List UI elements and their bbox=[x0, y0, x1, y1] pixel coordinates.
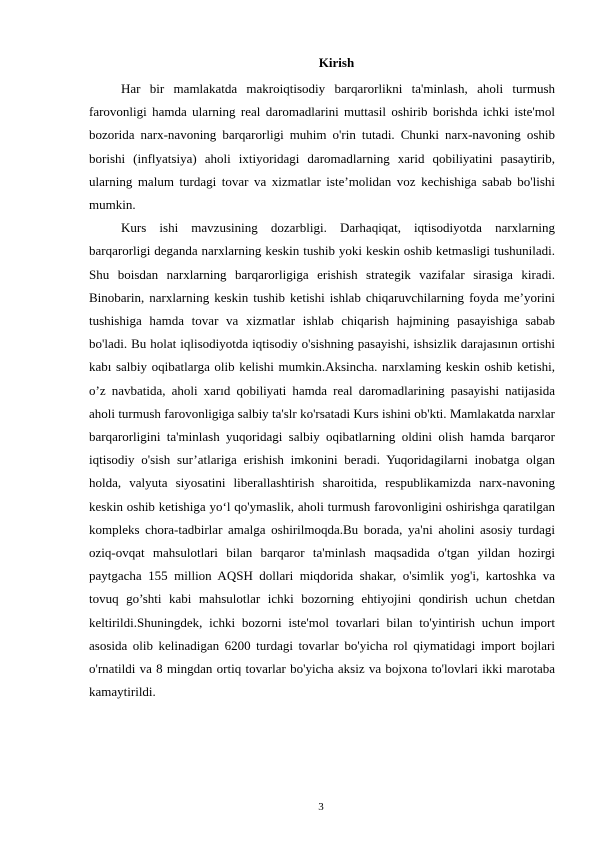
paragraph-intro: Har bir mamlakatda makroiqtisodiy barqarorlikni ta'minlash, aholi turmush farovonligi hamda ularning real daromadlarini muttasil oshirib borishda ichki iste'mol bozorida narx-navoning barqarorligi muhim o'rin tutadi. Chunki narx-navoning oshib borishi (inflyatsiya) aholi ixtiyoridagi daromadlarning xarid qobiliyatini pasaytirib, ularning malum turdagi tovar va xizmatlar iste’molidan voz kechishiga sabab bo'lishi mumkin. bbox=[89, 81, 555, 213]
paragraph-relevance: Kurs ishi mavzusining dozarbligi. Darhaqiqat, iqtisodiyotda narxlarning barqarorligi deganda narxlarning keskin tushib yoki keskin oshib ketmasligi tushuniladi. Shu boisdan narxlarning barqarorligiga erishish strategik vazifalar sirasiga kiradi. Binobarin, narxlarning keskin tushib ketishi ishlab chiqaruvchilarning foyda me’yorini tushishiga hamda tovar va xizmatlar ishlab chiqarish hajmining pasayishiga sabab bo'ladi. Bu holat iqlisodiyotda iqtisodiy o'sishning pasayishi, ishsizlik darajasının ortishi kabı salbiy oqibatlarga olib kelishi mumkin.Aksincha. narxlaming keskin oshib ketishi, o’z navbatida, aholi xarıd qobiliyati hamda real daromadlarining pasayishi natijasida aholi turmush farovonligiga salbiy ta'slr ko'rsatadi Kurs ishini ob'kti. Mamlakatda narxlar barqarorligini ta'minlash yuqoridagi salbiy oqibatlarning oldini olish hamda barqaror iqtisodiy o'sish sur’atlariga erishish imkonini beradi. Yuqoridagilarni inobatga olgan holda, valyuta siyosatini liberallashtirish sharoitida, respublikamizda narx-navoning keskin oshib ketishiga yo‘l qo'ymaslik, aholi turmush farovonligini oshirishga qaratilgan kompleks chora-tadbirlar amalga oshirilmoqda.Bu borada, ya'ni aholini asosiy turdagi oziq-ovqat mahsulotlari bilan barqaror ta'minlash maqsadida o'tgan yildan hozirgi paytgacha 155 million AQSH dollari miqdorida shakar, o'simlik yog'i, kartoshka va tovuq go’shti kabi mahsulotlar ichki bozorning ehtiyojini qondirish uchun chetdan keltirildi.Shuningdek, ichki bozorni iste'mol tovarlari bilan to'yintirish uchun import asosida olib kelinadigan 6200 turdagi tovarlar bo'yicha rol qiymatidagi import bojlari o'rnatildi va 8 mingdan ortiq tovarlar bo'yicha aksiz va bojxona to'lovlari ikki marotaba kamaytirildi. bbox=[89, 220, 555, 700]
page-number: 3 bbox=[318, 801, 324, 813]
body-text bbox=[89, 77, 555, 703]
section-heading: Kirish bbox=[318, 55, 355, 70]
